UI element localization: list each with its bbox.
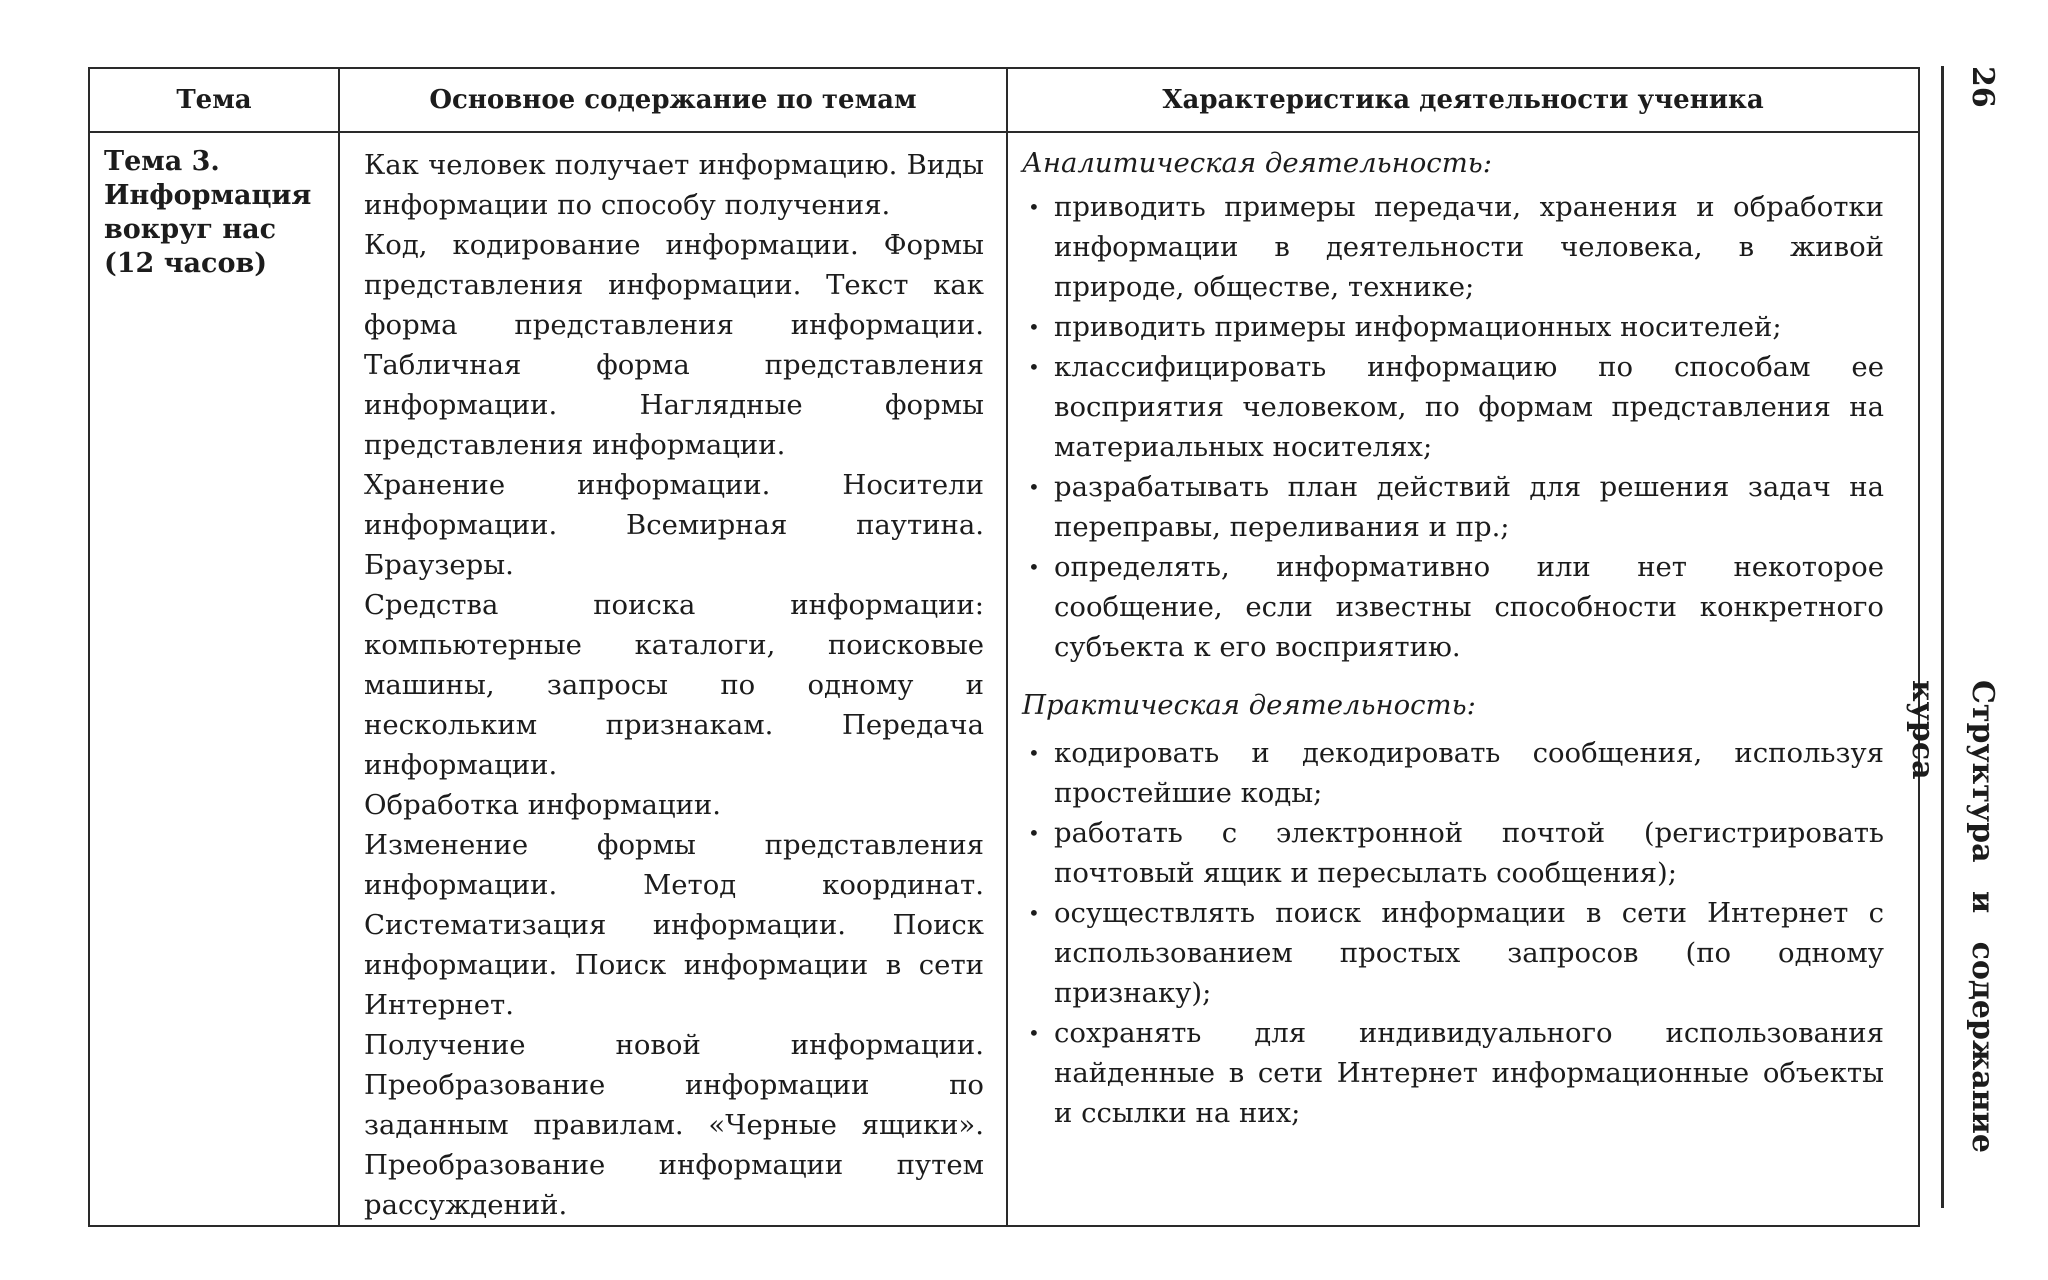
page-number: 26 [1965, 66, 2000, 108]
list-item [1022, 307, 1884, 347]
content-paragraph: Обработка информации. [364, 789, 721, 821]
content-paragraph: Получение новой информации. Преобразование информации по заданным правилам. «Черные ящики». Преобразование информации путем рассуждений. [364, 1029, 984, 1221]
list-item-text: классифицировать информацию по способам ее восприятия человеком, по формам представления на материальных носителях; [1054, 351, 1884, 463]
content-paragraph: Хранение информации. Носители информации. Всемирная паутина. Браузеры. [364, 469, 984, 581]
running-section-title: Структура и содержание курса [1905, 680, 2000, 1154]
content-paragraph: Средства поиска информации: компьютерные каталоги, поисковые машины, запросы по одному и нескольким признакам. Передача информации. [364, 589, 984, 781]
analytical-heading: Аналитическая деятельность: [1022, 147, 1493, 179]
topic-cell [89, 132, 339, 1226]
topic-title-line-2: вокруг нас [104, 214, 277, 245]
list-item-text: определять, информативно или нет некоторое сообщение, если известны способности конкретного субъекта к его восприятию. [1054, 551, 1884, 663]
topic-hours: (12 часов) [104, 248, 267, 279]
list-item-text: осуществлять поиск информации в сети Интернет с использованием простых запросов (по одному признаку); [1054, 897, 1884, 1009]
bullet-icon: • [1028, 475, 1040, 499]
header-content: Основное содержание по темам [339, 68, 1007, 132]
practical-list [1022, 733, 1884, 1133]
sidebar-divider [1941, 66, 1944, 1208]
bullet-icon: • [1028, 355, 1040, 379]
header-topic: Тема [89, 68, 339, 132]
bullet-icon: • [1028, 741, 1040, 765]
list-item-text: кодировать и декодировать сообщения, используя простейшие коды; [1054, 737, 1884, 809]
list-item-text: приводить примеры передачи, хранения и обработки информации в деятельности человека, в живой природе, обществе, технике; [1054, 191, 1884, 303]
topic-number: Тема 3. [104, 146, 220, 177]
bullet-icon: • [1028, 195, 1040, 219]
table-row [89, 132, 1919, 1226]
list-item [1022, 187, 1884, 307]
list-item [1022, 347, 1884, 467]
bullet-icon: • [1028, 901, 1040, 925]
list-item-text: работать с электронной почтой (регистрировать почтовый ящик и пересылать сообщения); [1054, 817, 1884, 889]
list-item-text: разрабатывать план действий для решения задач на переправы, переливания и пр.; [1054, 471, 1884, 543]
bullet-icon: • [1028, 315, 1040, 339]
activity-cell [1007, 132, 1919, 1226]
list-item [1022, 813, 1884, 893]
curriculum-table [88, 67, 1920, 1227]
list-item-text: приводить примеры информационных носителей; [1054, 311, 1782, 343]
list-item [1022, 547, 1884, 667]
header-activity: Характеристика деятельности ученика [1007, 68, 1919, 132]
bullet-icon: • [1028, 1021, 1040, 1045]
topic-title-line-1: Информация [104, 180, 312, 211]
content-cell [339, 132, 1007, 1226]
analytical-list [1022, 187, 1884, 667]
list-item [1022, 467, 1884, 547]
list-item-text: сохранять для индивидуального использования найденные в сети Интернет информационные объекты и ссылки на них; [1054, 1017, 1884, 1129]
list-item [1022, 893, 1884, 1013]
content-paragraph: Код, кодирование информации. Формы представления информации. Текст как форма представления информации. Табличная форма представления информации. Наглядные формы представления информации. [364, 229, 984, 461]
content-paragraph: Как человек получает информацию. Виды информации по способу получения. [364, 149, 984, 221]
practical-heading: Практическая деятельность: [1022, 689, 1476, 721]
list-item [1022, 733, 1884, 813]
bullet-icon: • [1028, 821, 1040, 845]
table-header-row [89, 68, 1919, 132]
bullet-icon: • [1028, 555, 1040, 579]
list-item [1022, 1013, 1884, 1133]
content-paragraph: Изменение формы представления информации. Метод координат. Систематизация информации. Поиск информации. Поиск информации в сети Интернет. [364, 829, 984, 1021]
